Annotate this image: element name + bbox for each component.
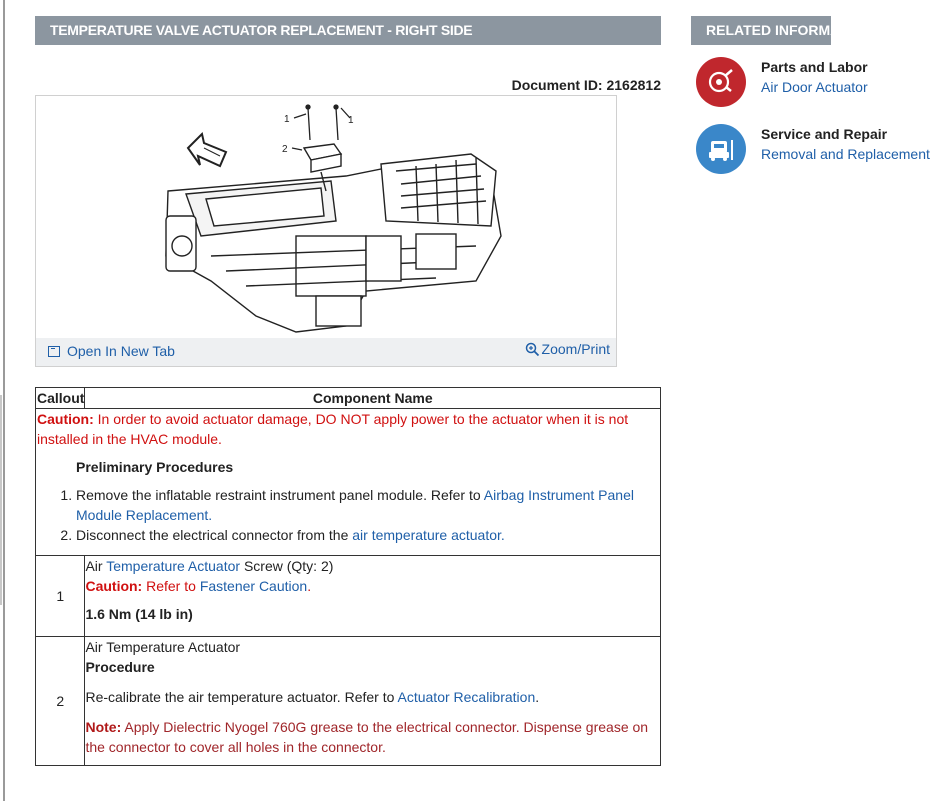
fastener-caution-link[interactable]: Fastener Caution bbox=[199, 578, 308, 594]
temperature-actuator-link[interactable]: Temperature Actuator bbox=[106, 558, 241, 574]
recalibrate-text bbox=[85, 687, 660, 707]
step-text: Remove the inflatable restraint instrument panel module. Refer to bbox=[76, 487, 484, 503]
related-text bbox=[761, 124, 930, 164]
magnifier-icon bbox=[525, 342, 540, 357]
step-text: Disconnect the electrical connector from the bbox=[76, 527, 353, 543]
callout-number: 2 bbox=[36, 637, 85, 766]
related-link[interactable]: Removal and Replacement bbox=[761, 146, 930, 162]
table-row-preliminary bbox=[36, 409, 661, 556]
related-link[interactable]: Air Door Actuator bbox=[761, 79, 868, 95]
actuator-recalibration-link[interactable]: Actuator Recalibration bbox=[397, 689, 536, 705]
caution-end: . bbox=[307, 578, 312, 594]
preliminary-title: Preliminary Procedures bbox=[76, 459, 234, 475]
recal-pre: Re-calibrate the air temperature actuator. Refer to bbox=[85, 689, 398, 705]
note-label: Note: bbox=[85, 719, 122, 735]
related-information-header: RELATED INFORMATION bbox=[691, 16, 831, 45]
related-item-parts-labor[interactable] bbox=[696, 57, 868, 109]
open-in-new-tab-label: Open In New Tab bbox=[67, 343, 175, 359]
left-border-inner bbox=[0, 395, 2, 605]
component-cell bbox=[85, 556, 661, 637]
name-post: Screw (Qty: 2) bbox=[240, 558, 334, 574]
related-title: Service and Repair bbox=[761, 126, 888, 142]
parts-labor-icon bbox=[696, 57, 746, 107]
step-end: . bbox=[500, 527, 505, 543]
figure-callout-1-left: 1 bbox=[284, 114, 290, 125]
airbag-module-link[interactable]: Airbag Instrument Panel Module Replacement bbox=[76, 487, 634, 523]
step-end: . bbox=[208, 507, 213, 523]
name-pre: Air bbox=[85, 558, 107, 574]
new-tab-icon bbox=[48, 346, 60, 357]
note-body: Apply Dielectric Nyogel 760G grease to the electrical connector. Dispense grease on the connector to cover all holes in the connector. bbox=[85, 719, 649, 755]
table-row bbox=[36, 556, 661, 637]
header-callout: Callout bbox=[36, 388, 85, 409]
hvac-figure bbox=[35, 95, 617, 367]
document-id: Document ID: 2162812 bbox=[511, 77, 661, 93]
preliminary-cell bbox=[36, 409, 661, 556]
recal-end: . bbox=[535, 689, 540, 705]
callout-number: 1 bbox=[36, 556, 85, 637]
caution-label: Caution: bbox=[37, 411, 94, 427]
screw-parts bbox=[292, 105, 350, 150]
header-component-name: Component Name bbox=[85, 388, 661, 409]
figure-callout-1-right: 1 bbox=[348, 115, 354, 126]
preliminary-steps bbox=[36, 485, 660, 545]
table-header-row bbox=[36, 388, 661, 409]
figure-callout-2: 2 bbox=[282, 144, 288, 155]
component-table bbox=[35, 387, 661, 766]
figure-toolbar bbox=[36, 338, 616, 366]
hvac-module-illustration bbox=[36, 96, 616, 340]
caution-text bbox=[36, 409, 660, 449]
table-row bbox=[36, 637, 661, 766]
open-in-new-tab-link[interactable] bbox=[48, 343, 175, 359]
torque-spec: 1.6 Nm (14 lb in) bbox=[85, 606, 193, 622]
related-title: Parts and Labor bbox=[761, 59, 868, 75]
caution-pre: Refer to bbox=[142, 578, 200, 594]
grease-note bbox=[85, 717, 660, 757]
zoom-print-label: Zoom/Print bbox=[541, 341, 610, 357]
component-name: Air Temperature Actuator bbox=[85, 639, 241, 655]
related-text bbox=[761, 57, 868, 97]
zoom-print-link[interactable] bbox=[525, 341, 610, 357]
related-item-service-repair[interactable] bbox=[696, 124, 930, 176]
list-item bbox=[76, 485, 660, 525]
caution-label: Caution: bbox=[85, 578, 143, 594]
direction-arrow-icon bbox=[188, 134, 226, 166]
component-name bbox=[85, 556, 660, 576]
document-title: TEMPERATURE VALVE ACTUATOR REPLACEMENT - RIGHT SIDE bbox=[35, 16, 661, 45]
list-item bbox=[76, 525, 660, 545]
fastener-caution bbox=[85, 576, 660, 596]
left-border bbox=[3, 0, 5, 801]
air-temperature-actuator-link[interactable]: air temperature actuator bbox=[352, 527, 501, 543]
service-vehicle-icon bbox=[696, 124, 746, 174]
procedure-label: Procedure bbox=[85, 659, 155, 675]
caution-body: In order to avoid actuator damage, DO NOT apply power to the actuator when it is not installed in the HVAC module. bbox=[37, 411, 629, 447]
component-cell bbox=[85, 637, 661, 766]
